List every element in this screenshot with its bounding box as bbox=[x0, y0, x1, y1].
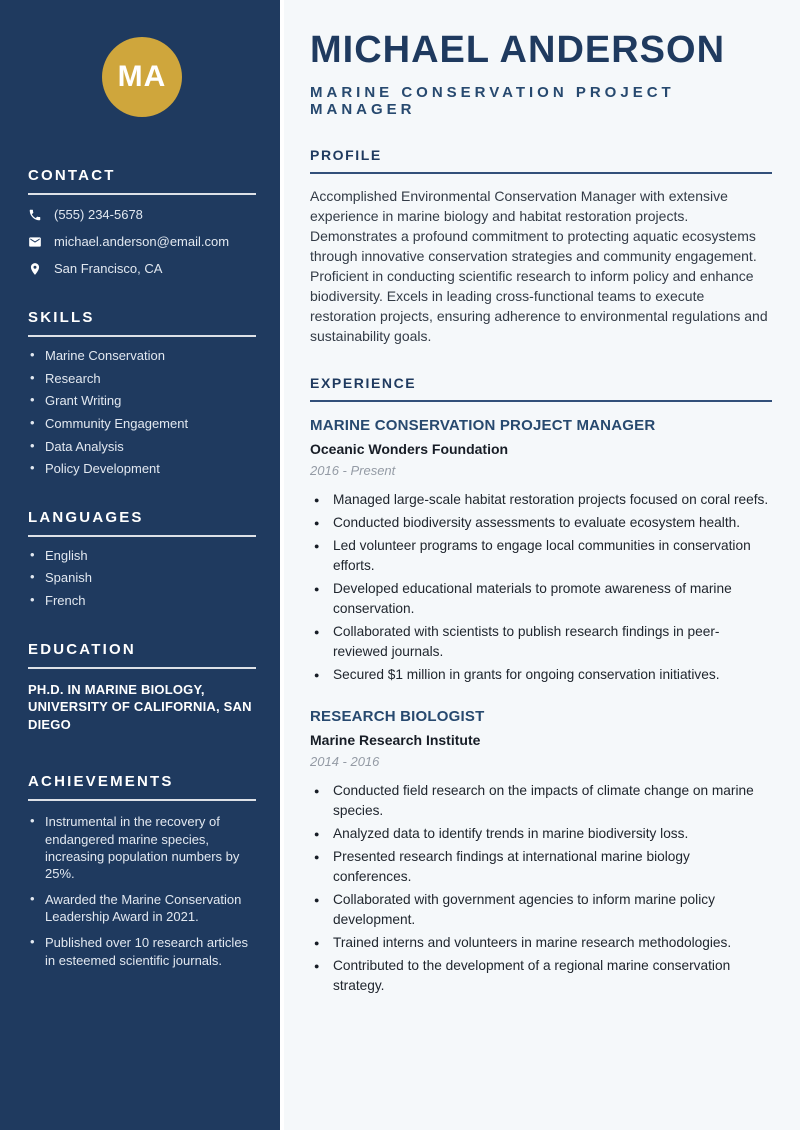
job-title: MARINE CONSERVATION PROJECT MANAGER bbox=[310, 417, 656, 434]
phone-icon bbox=[28, 208, 42, 222]
experience-section bbox=[310, 375, 772, 996]
language-item: • Spanish bbox=[28, 571, 256, 585]
skills-list bbox=[28, 349, 256, 476]
email-icon bbox=[28, 235, 42, 249]
job-bullets-list bbox=[310, 781, 772, 996]
avatar-initials: MA bbox=[117, 60, 167, 93]
job-entry bbox=[310, 417, 772, 685]
education-section-title: EDUCATION bbox=[28, 641, 256, 669]
job-title: RESEARCH BIOLOGIST bbox=[310, 708, 485, 725]
achievements-list bbox=[28, 813, 256, 968]
achievement-item: • Published over 10 research articles in esteemed scientific journals. bbox=[28, 934, 256, 968]
contact-row-email bbox=[28, 234, 256, 249]
profile-text: Accomplished Environmental Conservation Manager with extensive experience in marine biology and habitat restoration projects. Demonstrates a profound commitment to protecting aquatic ecosystems through innovative conservation strategies and community engagement. Proficient in conducting scientific research to inform policy and enhance biodiversity. Excels in leading cross-functional teams to execute restoration projects, ensuring adherence to environmental regulations and sustainability goals. bbox=[310, 188, 768, 344]
person-name: MICHAEL ANDERSON bbox=[310, 29, 726, 71]
education-degree: PH.D. IN MARINE BIOLOGY, UNIVERSITY OF CALIFORNIA, SAN DIEGO bbox=[28, 681, 252, 732]
skill-item: • Policy Development bbox=[28, 462, 256, 476]
language-item: • English bbox=[28, 549, 256, 563]
job-bullet: ● Collaborated with government agencies to inform marine policy development. bbox=[310, 890, 772, 930]
job-bullet: ● Analyzed data to identify trends in marine biodiversity loss. bbox=[310, 824, 772, 844]
skills-section-title: SKILLS bbox=[28, 309, 256, 337]
job-bullet: ● Conducted field research on the impacts of climate change on marine species. bbox=[310, 781, 772, 821]
education-section bbox=[28, 641, 256, 734]
job-bullet: ● Presented research findings at international marine biology conferences. bbox=[310, 847, 772, 887]
languages-section-title: LANGUAGES bbox=[28, 509, 256, 537]
achievement-item: • Instrumental in the recovery of endangered marine species, increasing population numbers by 25%. bbox=[28, 813, 256, 882]
skill-item: • Grant Writing bbox=[28, 394, 256, 408]
person-role: MARINE CONSERVATION PROJECT MANAGER bbox=[310, 84, 675, 118]
contact-row-location bbox=[28, 261, 256, 276]
job-entry bbox=[310, 708, 772, 996]
job-bullet: ● Led volunteer programs to engage local communities in conservation efforts. bbox=[310, 536, 772, 576]
avatar bbox=[102, 37, 182, 117]
contact-section bbox=[28, 167, 256, 276]
profile-section-title: PROFILE bbox=[310, 147, 772, 174]
skill-item: • Community Engagement bbox=[28, 417, 256, 431]
language-item: • French bbox=[28, 594, 256, 608]
location-icon bbox=[28, 262, 42, 276]
skill-item: • Data Analysis bbox=[28, 440, 256, 454]
contact-section-title: CONTACT bbox=[28, 167, 256, 195]
resume-main bbox=[280, 0, 800, 1130]
skills-section bbox=[28, 309, 256, 476]
experience-section-title: EXPERIENCE bbox=[310, 375, 772, 402]
job-bullet: ● Developed educational materials to promote awareness of marine conservation. bbox=[310, 579, 772, 619]
job-bullet: ● Collaborated with scientists to publish research findings in peer-reviewed journals. bbox=[310, 622, 772, 662]
job-company: Oceanic Wonders Foundation bbox=[310, 441, 509, 457]
contact-location-text: San Francisco, CA bbox=[54, 261, 163, 276]
languages-list bbox=[28, 549, 256, 608]
job-bullet: ● Trained interns and volunteers in marine research methodologies. bbox=[310, 933, 772, 953]
skill-item: • Marine Conservation bbox=[28, 349, 256, 363]
skill-item: • Research bbox=[28, 372, 256, 386]
sidebar bbox=[0, 0, 280, 1130]
job-company: Marine Research Institute bbox=[310, 732, 481, 748]
profile-section bbox=[310, 147, 772, 346]
contact-email-text: michael.anderson@email.com bbox=[54, 234, 230, 249]
job-bullet: ● Secured $1 million in grants for ongoing conservation initiatives. bbox=[310, 665, 772, 685]
avatar-wrap bbox=[28, 37, 256, 117]
job-dates: 2014 - 2016 bbox=[310, 754, 380, 769]
job-bullet: ● Contributed to the development of a regional marine conservation strategy. bbox=[310, 956, 772, 996]
job-dates: 2016 - Present bbox=[310, 463, 396, 478]
achievements-section bbox=[28, 773, 256, 968]
job-bullet: ● Managed large-scale habitat restoration projects focused on coral reefs. bbox=[310, 490, 772, 510]
contact-phone-text: (555) 234-5678 bbox=[54, 207, 143, 222]
languages-section bbox=[28, 509, 256, 608]
contact-row-phone bbox=[28, 207, 256, 222]
job-bullet: ● Conducted biodiversity assessments to evaluate ecosystem health. bbox=[310, 513, 772, 533]
achievement-item: • Awarded the Marine Conservation Leadership Award in 2021. bbox=[28, 891, 256, 925]
job-bullets-list bbox=[310, 490, 772, 685]
achievements-section-title: ACHIEVEMENTS bbox=[28, 773, 256, 801]
